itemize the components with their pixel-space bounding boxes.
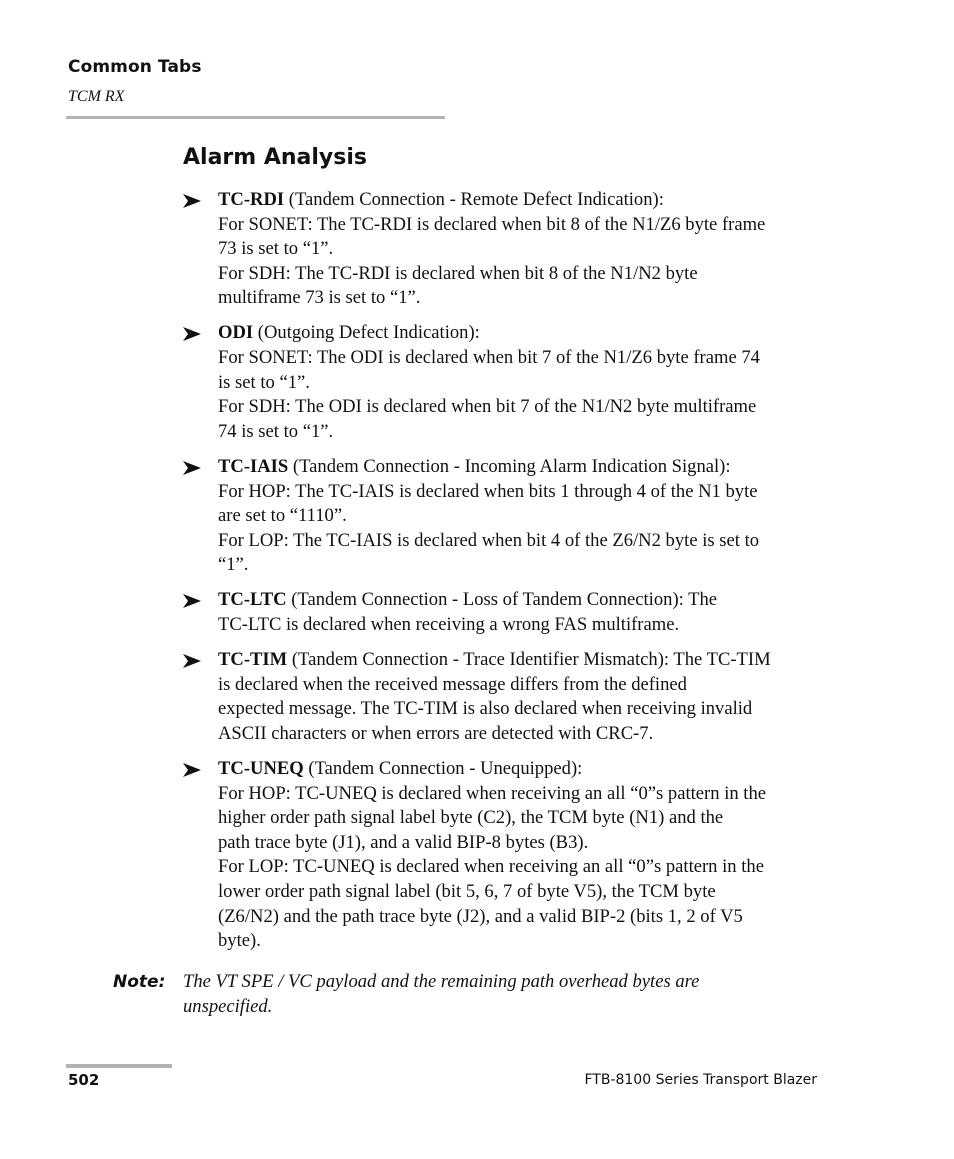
bullet-line: byte). bbox=[218, 930, 261, 952]
bullet-list bbox=[183, 188, 823, 964]
bullet-line: For SONET: The TC-RDI is declared when bit 8 of the N1/Z6 byte frame bbox=[218, 213, 766, 235]
bullet-text: (Tandem Connection - Loss of Tandem Connection): The bbox=[286, 589, 718, 611]
bullet-term: TC-UNEQ bbox=[218, 757, 304, 779]
bullet-line bbox=[218, 321, 823, 346]
footer-doc-title: FTB-8100 Series Transport Blazer bbox=[584, 1072, 817, 1088]
bullet-line: “1”. bbox=[218, 554, 249, 576]
bullet-line: are set to “1110”. bbox=[218, 505, 347, 527]
bullet-line: For SONET: The ODI is declared when bit 7 of the N1/Z6 byte frame 74 bbox=[218, 347, 760, 369]
arrow-bullet-icon bbox=[183, 327, 201, 341]
bullet-line: 73 is set to “1”. bbox=[218, 238, 334, 260]
page-number: 502 bbox=[68, 1071, 100, 1089]
arrow-bullet-icon bbox=[183, 654, 201, 668]
bullet-line: ASCII characters or when errors are detected with CRC-7. bbox=[218, 722, 654, 744]
bullet-line: For HOP: The TC-IAIS is declared when bits 1 through 4 of the N1 byte bbox=[218, 480, 758, 502]
bullet-line bbox=[218, 588, 823, 613]
bullet-line: higher order path signal label byte (C2), the TCM byte (N1) and the bbox=[218, 807, 724, 829]
bullet-term: TC-TIM bbox=[218, 649, 288, 671]
bullet-line bbox=[218, 757, 823, 782]
arrow-bullet-icon bbox=[183, 594, 201, 608]
header-divider bbox=[66, 116, 445, 119]
bullet-term: TC-IAIS bbox=[218, 455, 289, 477]
bullet-item-tc-iais bbox=[183, 455, 823, 578]
note-line: unspecified. bbox=[183, 995, 273, 1017]
bullet-line bbox=[218, 455, 823, 480]
bullet-text: (Tandem Connection - Trace Identifier Mismatch): The TC-TIM bbox=[287, 649, 771, 671]
note-label: Note: bbox=[113, 972, 166, 992]
bullet-item-tc-uneq bbox=[183, 757, 823, 954]
bullet-line: path trace byte (J1), and a valid BIP-8 bytes (B3). bbox=[218, 831, 589, 853]
section-heading: Alarm Analysis bbox=[183, 145, 367, 170]
bullet-line: multiframe 73 is set to “1”. bbox=[218, 287, 421, 309]
running-header-title: Common Tabs bbox=[68, 57, 202, 77]
bullet-line: (Z6/N2) and the path trace byte (J2), and a valid BIP-2 (bits 1, 2 of V5 bbox=[218, 905, 743, 927]
arrow-bullet-icon bbox=[183, 194, 201, 208]
bullet-line: 74 is set to “1”. bbox=[218, 420, 334, 442]
bullet-item-odi bbox=[183, 321, 823, 444]
bullet-text: (Tandem Connection - Remote Defect Indication): bbox=[284, 189, 664, 210]
bullet-line: For HOP: TC-UNEQ is declared when receiving an all “0”s pattern in the bbox=[218, 782, 767, 804]
bullet-line: expected message. The TC-TIM is also declared when receiving invalid bbox=[218, 698, 753, 720]
arrow-bullet-icon bbox=[183, 461, 201, 475]
bullet-item-tc-tim bbox=[183, 648, 823, 746]
bullet-line: For SDH: The ODI is declared when bit 7 of the N1/N2 byte multiframe bbox=[218, 396, 757, 418]
bullet-text: (Tandem Connection - Unequipped): bbox=[303, 757, 583, 779]
bullet-item-tc-rdi bbox=[183, 188, 823, 311]
bullet-line bbox=[218, 648, 823, 673]
running-header-subtitle: TCM RX bbox=[68, 88, 125, 105]
bullet-text: (Outgoing Defect Indication): bbox=[253, 322, 480, 344]
note-line: The VT SPE / VC payload and the remaining path overhead bytes are bbox=[183, 971, 700, 992]
bullet-text: (Tandem Connection - Incoming Alarm Indication Signal): bbox=[288, 455, 731, 477]
bullet-line: For SDH: The TC-RDI is declared when bit 8 of the N1/N2 byte bbox=[218, 262, 698, 284]
bullet-line: TC-LTC is declared when receiving a wrong FAS multiframe. bbox=[218, 614, 680, 635]
bullet-item-tc-ltc bbox=[183, 588, 823, 637]
bullet-line: For LOP: The TC-IAIS is declared when bit 4 of the Z6/N2 byte is set to bbox=[218, 529, 760, 551]
bullet-line: is declared when the received message differs from the defined bbox=[218, 673, 687, 695]
bullet-term: TC-RDI bbox=[218, 189, 285, 210]
footer-divider bbox=[66, 1064, 172, 1068]
bullet-term: TC-LTC bbox=[218, 589, 287, 611]
bullet-line: For LOP: TC-UNEQ is declared when receiving an all “0”s pattern in the bbox=[218, 856, 764, 878]
bullet-line: is set to “1”. bbox=[218, 371, 310, 393]
bullet-line: lower order path signal label (bit 5, 6, 7 of byte V5), the TCM byte bbox=[218, 880, 716, 902]
arrow-bullet-icon bbox=[183, 763, 201, 777]
note-text bbox=[183, 970, 823, 1019]
bullet-line bbox=[218, 188, 823, 213]
bullet-term: ODI bbox=[218, 322, 254, 344]
